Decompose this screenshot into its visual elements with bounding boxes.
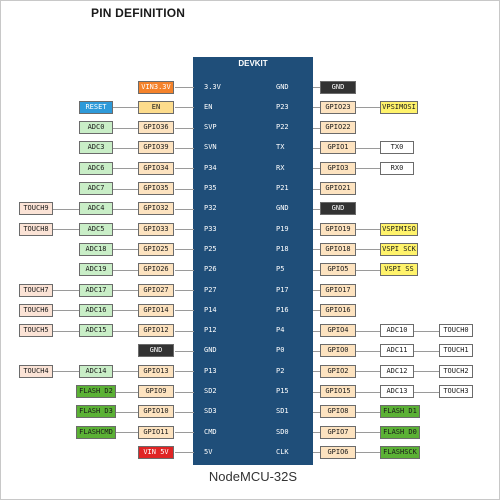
left-pin-label-adc: ADC14: [79, 365, 113, 378]
right-link-line: [356, 270, 380, 271]
right-connector-line: [313, 189, 320, 190]
left-pin-name: CMD: [204, 427, 217, 436]
right-pin-name: P18: [276, 244, 289, 253]
right-pin-label-gpio: GPIO6: [320, 446, 356, 459]
right-pin-label-gpio: GPIO21: [320, 182, 356, 195]
right-pin-label-gpio: GPIO5: [320, 263, 356, 276]
left-link-line: [116, 392, 138, 393]
left-link-line: [116, 432, 138, 433]
right-link-line: [356, 331, 380, 332]
right-link-line: [356, 452, 380, 453]
left-pin-label-gpio: GPIO14: [138, 304, 174, 317]
left-pin-name: 5V: [204, 447, 213, 456]
right-connector-line: [313, 331, 320, 332]
left-link-line: [113, 168, 138, 169]
right-pin-label-gpio: GPIO19: [320, 223, 356, 236]
right-connector-line: [313, 148, 320, 149]
right-connector-line: [313, 412, 320, 413]
right-pin-label-gpio: GPIO18: [320, 243, 356, 256]
right-pin-label-gpio: GPIO15: [320, 385, 356, 398]
left-pin-name: GND: [204, 346, 217, 355]
right-connector-line: [313, 290, 320, 291]
left-pin-name: SD3: [204, 407, 217, 416]
right-pin-label-ntype: TX0: [380, 141, 414, 154]
left-link-line: [113, 310, 138, 311]
right-pin-name: P21: [276, 184, 289, 192]
left-connector-line: [175, 392, 194, 393]
left-pin-label-adc: ADC3: [79, 141, 113, 154]
left-pin-label-adc: ADC18: [79, 243, 113, 256]
right-pin-name: P17: [276, 285, 289, 294]
left-pin-name: P27: [204, 285, 217, 294]
board-label: DEVKIT: [238, 59, 268, 68]
right-link-line: [414, 331, 439, 332]
left-pin-label-flash: FLASH D2: [76, 385, 116, 398]
left-connector-line: [175, 452, 194, 453]
left-connector-line: [175, 270, 194, 271]
right-pin-label-gpio: GPIO0: [320, 344, 356, 357]
right-pin-label-ntype: TOUCH2: [439, 365, 473, 378]
right-connector-line: [313, 87, 320, 88]
left-connector-line: [175, 351, 194, 352]
left-pin-label-touch: TOUCH7: [19, 284, 53, 297]
left-pin-name: SD2: [204, 387, 217, 395]
left-pin-label-gpio: GPIO34: [138, 162, 174, 175]
right-connector-line: [313, 168, 320, 169]
right-pin-name: TX: [276, 143, 285, 152]
right-pin-label-gpio: GPIO16: [320, 304, 356, 317]
left-pin-label-gpio: GPIO36: [138, 121, 174, 134]
right-pin-label-gpio: GPIO23: [320, 101, 356, 114]
right-connector-line: [313, 371, 320, 372]
right-pin-label-gpio: GPIO3: [320, 162, 356, 175]
right-pin-label-ntype: ADC11: [380, 344, 414, 357]
right-pin-label-ntype: ADC12: [380, 365, 414, 378]
left-connector-line: [175, 371, 194, 372]
left-pin-label-gpio: GPIO39: [138, 141, 174, 154]
left-connector-line: [175, 107, 194, 108]
right-pin-label-flash: FLASH D1: [380, 405, 420, 418]
right-pin-label-spi: VPSIMOSI: [380, 101, 418, 114]
left-pin-label-gpio: GPIO11: [138, 426, 174, 439]
right-connector-line: [313, 392, 320, 393]
right-link-line: [356, 229, 380, 230]
right-pin-label-spi: VSPIMISO: [380, 223, 418, 236]
right-connector-line: [313, 128, 320, 129]
left-pin-label-gpio: GPIO35: [138, 182, 174, 195]
left-pin-label-gpio: GPIO9: [138, 385, 174, 398]
right-pin-label-gnd: GND: [320, 81, 356, 94]
right-pin-name: P19: [276, 224, 289, 233]
left-pin-name: SVP: [204, 123, 217, 132]
page-title: PIN DEFINITION: [91, 6, 186, 20]
left-pin-label-vin: VIN 5V: [138, 446, 174, 459]
left-connector-line: [175, 189, 194, 190]
right-connector-line: [313, 432, 320, 433]
left-pin-label-gpio: GPIO32: [138, 202, 174, 215]
left-pin-name: P14: [204, 305, 217, 314]
left-pin-label-gpio: GPIO27: [138, 284, 174, 297]
left-connector-line: [175, 310, 194, 311]
right-pin-name: GND: [276, 204, 289, 213]
right-pin-label-gpio: GPIO7: [320, 426, 356, 439]
left-pin-name: P33: [204, 224, 217, 233]
right-pin-name: P23: [276, 102, 289, 111]
left-connector-line: [175, 412, 194, 413]
left-link-line: [113, 270, 138, 271]
board-body: [193, 57, 313, 465]
right-pin-label-flash: FLASH D0: [380, 426, 420, 439]
left-pin-label-adc: ADC5: [79, 223, 113, 236]
right-link-line: [356, 351, 380, 352]
right-connector-line: [313, 351, 320, 352]
right-pin-label-gpio: GPIO1: [320, 141, 356, 154]
left-connector-line: [175, 249, 194, 250]
right-pin-label-gnd: GND: [320, 202, 356, 215]
right-link-line: [356, 432, 380, 433]
left-pin-label-gpio: GPIO13: [138, 365, 174, 378]
right-connector-line: [313, 229, 320, 230]
right-pin-name: P16: [276, 305, 289, 314]
left-pin-label-adc: ADC4: [79, 202, 113, 215]
left-pin-name: SVN: [204, 143, 217, 152]
left-pin-label-reset: RESET: [79, 101, 113, 114]
right-link-line: [356, 249, 380, 250]
left-link-line: [113, 229, 138, 230]
right-pin-label-ntype: TOUCH0: [439, 324, 473, 337]
left-connector-line: [175, 432, 194, 433]
left-pin-label-adc: ADC17: [79, 284, 113, 297]
left-pin-name: P12: [204, 326, 217, 335]
left-pin-label-en: EN: [138, 101, 174, 114]
left-pin-label-adc: ADC19: [79, 263, 113, 276]
right-pin-label-gpio: GPIO4: [320, 324, 356, 337]
right-pin-label-ntype: TOUCH3: [439, 385, 473, 398]
left-pin-name: P25: [204, 244, 217, 253]
left-pin-label-touch: TOUCH4: [19, 365, 53, 378]
left-pin-name: P32: [204, 204, 217, 213]
right-pin-name: P0: [276, 346, 285, 355]
right-link-line: [356, 107, 380, 108]
left-connector-line: [175, 290, 194, 291]
left-connector-line: [175, 331, 194, 332]
right-connector-line: [313, 310, 320, 311]
left-pin-name: P34: [204, 163, 217, 172]
left-pin-label-adc: ADC6: [79, 162, 113, 175]
left-pin-label-touch: TOUCH9: [19, 202, 53, 215]
right-link-line: [414, 371, 439, 372]
right-connector-line: [313, 209, 320, 210]
right-pin-label-ntype: ADC13: [380, 385, 414, 398]
left-pin-label-gpio: GPIO25: [138, 243, 174, 256]
board-caption: NodeMCU-32S: [208, 469, 298, 484]
left-pin-label-touch: TOUCH5: [19, 324, 53, 337]
right-connector-line: [313, 249, 320, 250]
left-link-line: [113, 290, 138, 291]
left-pin-name: EN: [204, 102, 213, 111]
left-connector-line: [175, 168, 194, 169]
right-link-line: [356, 392, 380, 393]
left-pin-label-adc: ADC0: [79, 121, 113, 134]
left-pin-label-gpio: GPIO12: [138, 324, 174, 337]
right-pin-label-flash: FLASHSCK: [380, 446, 420, 459]
right-link-line: [356, 371, 380, 372]
left-link-line: [116, 412, 138, 413]
left-pin-label-touch: TOUCH6: [19, 304, 53, 317]
left-pin-label-adc: ADC16: [79, 304, 113, 317]
right-link-line: [414, 392, 439, 393]
left-link-line: [113, 189, 138, 190]
right-pin-name: P4: [276, 326, 285, 335]
left-pin-name: P13: [204, 366, 217, 375]
left-link-line: [113, 107, 138, 108]
right-pin-label-gpio: GPIO22: [320, 121, 356, 134]
left-link-line: [113, 209, 138, 210]
left-link-line: [113, 371, 138, 372]
right-connector-line: [313, 270, 320, 271]
right-pin-name: CLK: [276, 447, 289, 456]
left-pin-label-adc: ADC7: [79, 182, 113, 195]
right-pin-name: RX: [276, 163, 285, 172]
right-connector-line: [313, 107, 320, 108]
right-link-line: [356, 168, 380, 169]
right-connector-line: [313, 452, 320, 453]
right-link-line: [414, 351, 439, 352]
left-pin-label-flash: FLASHCMD: [76, 426, 116, 439]
right-pin-name: P15: [276, 387, 289, 395]
left-connector-line: [175, 148, 194, 149]
left-connector-line: [175, 209, 194, 210]
left-connector-line: [175, 87, 194, 88]
left-link-line: [113, 148, 138, 149]
left-connector-line: [175, 229, 194, 230]
left-connector-line: [175, 128, 194, 129]
left-pin-label-touch: TOUCH8: [19, 223, 53, 236]
right-pin-label-spi: VSPI SCK: [380, 243, 418, 256]
right-link-line: [356, 412, 380, 413]
right-pin-name: SD0: [276, 427, 289, 436]
left-pin-label-power: VIN3.3V: [138, 81, 174, 94]
right-pin-name: P5: [276, 265, 285, 274]
right-link-line: [356, 148, 380, 149]
right-pin-name: GND: [276, 82, 289, 91]
left-link-line: [113, 331, 138, 332]
left-pin-label-gpio: GPIO33: [138, 223, 174, 236]
right-pin-label-ntype: TOUCH1: [439, 344, 473, 357]
left-link-line: [113, 249, 138, 250]
right-pin-name: SD1: [276, 407, 289, 416]
right-pin-label-ntype: RX0: [380, 162, 414, 175]
left-pin-label-gpio: GPIO10: [138, 405, 174, 418]
right-pin-label-gpio: GPIO8: [320, 405, 356, 418]
left-pin-name: 3.3V: [204, 82, 221, 91]
right-pin-name: P2: [276, 366, 285, 375]
right-pin-label-gpio: GPIO2: [320, 365, 356, 378]
left-pin-label-gnd: GND: [138, 344, 174, 357]
left-pin-name: P26: [204, 265, 217, 274]
right-pin-label-gpio: GPIO17: [320, 284, 356, 297]
left-pin-label-gpio: GPIO26: [138, 263, 174, 276]
left-pin-name: P35: [204, 184, 217, 192]
left-pin-label-adc: ADC15: [79, 324, 113, 337]
left-link-line: [113, 128, 138, 129]
right-pin-label-spi: VSPI SS: [380, 263, 418, 276]
left-pin-label-flash: FLASH D3: [76, 405, 116, 418]
right-pin-name: P22: [276, 123, 289, 132]
right-pin-label-ntype: ADC10: [380, 324, 414, 337]
